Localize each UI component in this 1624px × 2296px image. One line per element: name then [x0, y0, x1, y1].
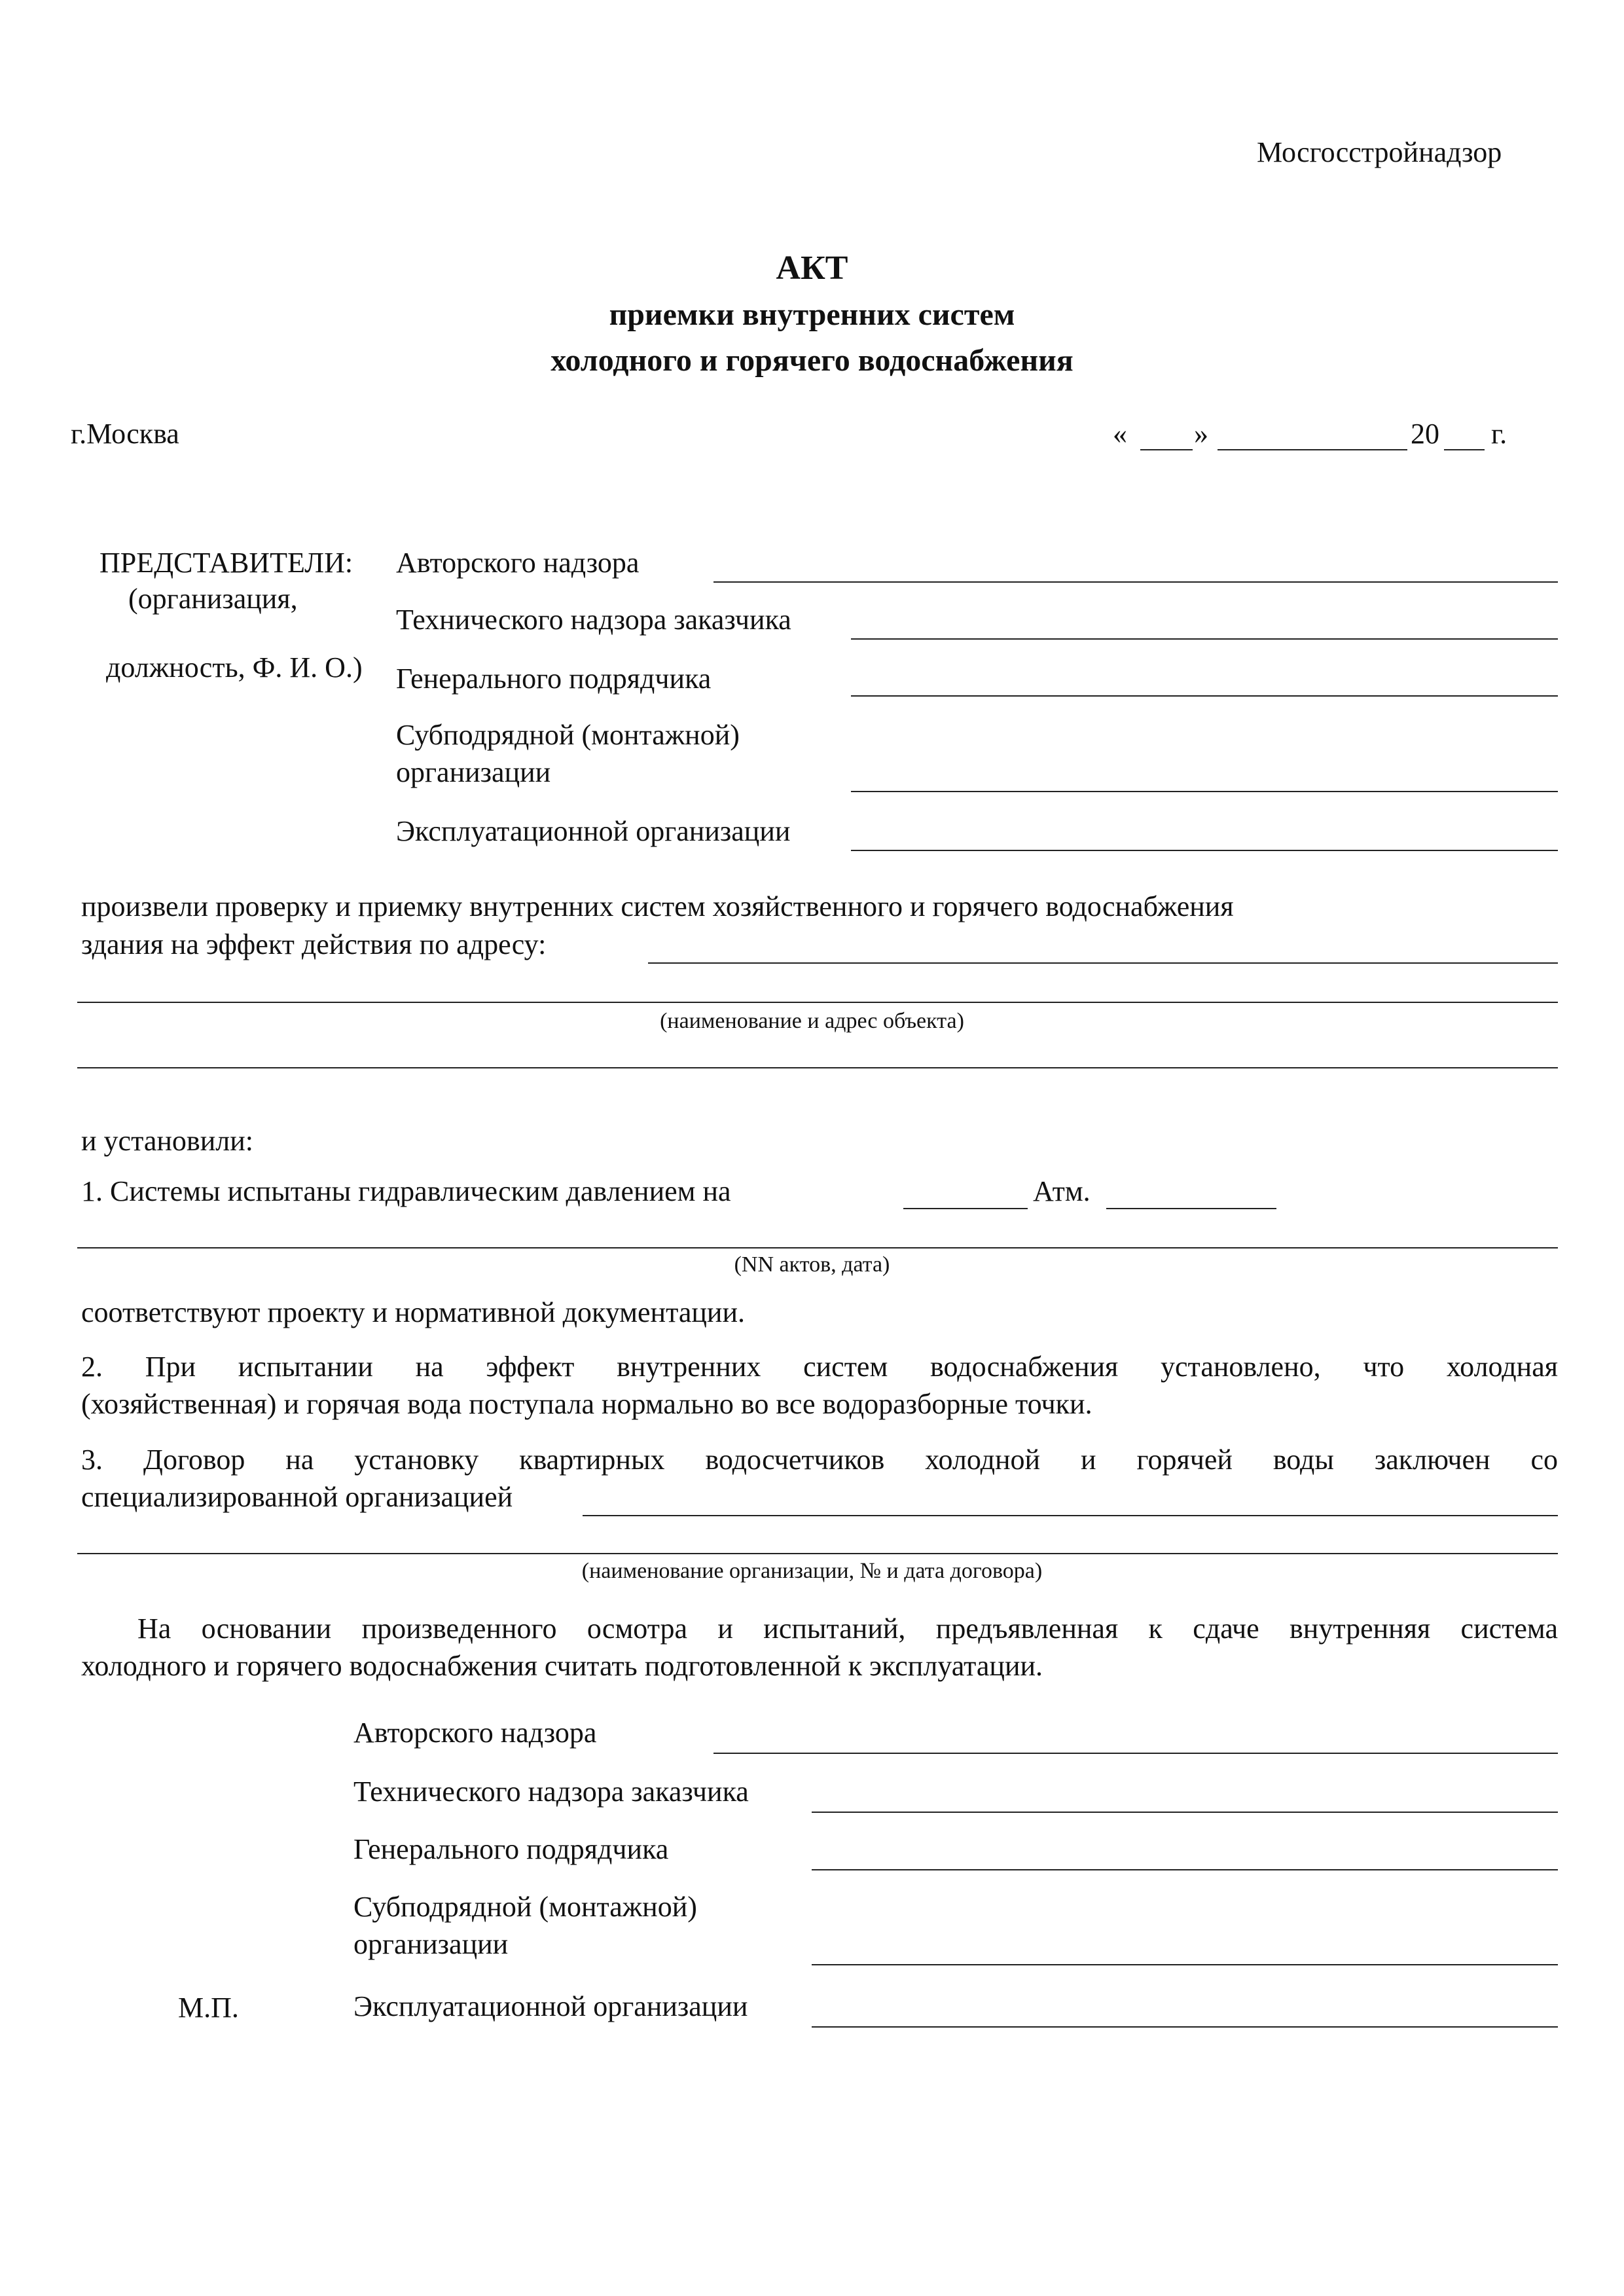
sig-author-supervision-field[interactable] [713, 1753, 1558, 1754]
rep-operating-org-label: Эксплуатационной организации [396, 815, 791, 847]
rep-customer-supervision-field[interactable] [851, 638, 1558, 640]
rep-subcontractor-field[interactable] [851, 791, 1558, 792]
rep-subcontractor-label-1: Субподрядной (монтажной) [396, 719, 740, 751]
conclusion-line-2: холодного и горячего водоснабжения считать подготовленной к эксплуатации. [81, 1650, 1043, 1682]
object-caption: (наименование и адрес объекта) [660, 1009, 964, 1033]
rep-author-supervision-field[interactable] [713, 581, 1558, 583]
sig-general-contractor-field[interactable] [812, 1869, 1558, 1870]
sig-customer-supervision-label: Технического надзора заказчика [353, 1776, 749, 1808]
acts-caption: (NN актов, дата) [734, 1252, 890, 1277]
item-1-text: 1. Системы испытаны гидравлическим давлением на [81, 1175, 731, 1207]
sig-author-supervision-label: Авторского надзора [353, 1717, 597, 1749]
pressure-unit: Атм. [1033, 1175, 1091, 1207]
rep-general-contractor-field[interactable] [851, 695, 1558, 697]
date-quote-open: « [1113, 418, 1127, 450]
pressure-extra-field[interactable] [1106, 1208, 1276, 1209]
document-subtitle-2: холодного и горячего водоснабжения [550, 343, 1074, 378]
sig-operating-org-field[interactable] [812, 2026, 1558, 2028]
sig-operating-org-label: Эксплуатационной организации [353, 1990, 748, 2022]
representatives-note-1: (организация, [128, 583, 298, 615]
contract-caption: (наименование организации, № и дата договора) [581, 1559, 1043, 1583]
item-3-line-2: специализированной организацией [81, 1481, 513, 1513]
representatives-heading: ПРЕДСТАВИТЕЛИ: [99, 547, 353, 579]
document-title: АКТ [776, 249, 848, 287]
established-label: и установили: [81, 1125, 253, 1157]
stamp-label: М.П. [178, 1992, 239, 2024]
item-2-line-1: 2. При испытании на эффект внутренних систем водоснабжения установлено, что холодная [81, 1351, 1558, 1383]
compliance-text: соответствуют проекту и нормативной документации. [81, 1296, 746, 1328]
sig-general-contractor-label: Генерального подрядчика [353, 1833, 669, 1865]
intro-line-2: здания на эффект действия по адресу: [81, 928, 547, 960]
object-address-field-3[interactable] [77, 1067, 1558, 1068]
contract-field-2[interactable] [77, 1553, 1558, 1554]
date-year-field[interactable] [1444, 449, 1485, 450]
document-subtitle-1: приемки внутренних систем [609, 297, 1015, 332]
acts-field[interactable] [77, 1247, 1558, 1248]
date-year-prefix: 20 [1411, 418, 1439, 450]
rep-operating-org-field[interactable] [851, 850, 1558, 851]
date-quote-close: » [1194, 418, 1208, 450]
representatives-note-2: должность, Ф. И. О.) [106, 651, 363, 683]
rep-subcontractor-label-2: организации [396, 756, 551, 788]
pressure-field[interactable] [903, 1208, 1028, 1209]
intro-line-1: произвели проверку и приемку внутренних систем хозяйственного и горячего водоснабжения [81, 890, 1234, 922]
sig-customer-supervision-field[interactable] [812, 1812, 1558, 1813]
agency-name: Мосгосстройнадзор [1257, 136, 1502, 168]
rep-customer-supervision-label: Технического надзора заказчика [396, 604, 791, 636]
conclusion-line-1: На основании произведенного осмотра и испытаний, предъявленная к сдаче внутренняя система [137, 1613, 1558, 1645]
date-month-field[interactable] [1218, 449, 1407, 450]
date-day-field[interactable] [1140, 449, 1193, 450]
sig-subcontractor-field[interactable] [812, 1964, 1558, 1965]
sig-subcontractor-label-2: организации [353, 1928, 509, 1960]
sig-subcontractor-label-1: Субподрядной (монтажной) [353, 1891, 697, 1923]
city: г.Москва [71, 418, 179, 450]
contract-field-1[interactable] [583, 1515, 1558, 1516]
item-2-line-2: (хозяйственная) и горячая вода поступала нормально во все водоразборные точки. [81, 1388, 1092, 1420]
rep-general-contractor-label: Генерального подрядчика [396, 663, 712, 695]
item-3-line-1: 3. Договор на установку квартирных водосчетчиков холодной и горячей воды заключен со [81, 1444, 1558, 1476]
object-address-field-1[interactable] [648, 962, 1558, 964]
object-address-field-2[interactable] [77, 1002, 1558, 1003]
rep-author-supervision-label: Авторского надзора [396, 547, 640, 579]
date-year-suffix: г. [1491, 418, 1507, 450]
